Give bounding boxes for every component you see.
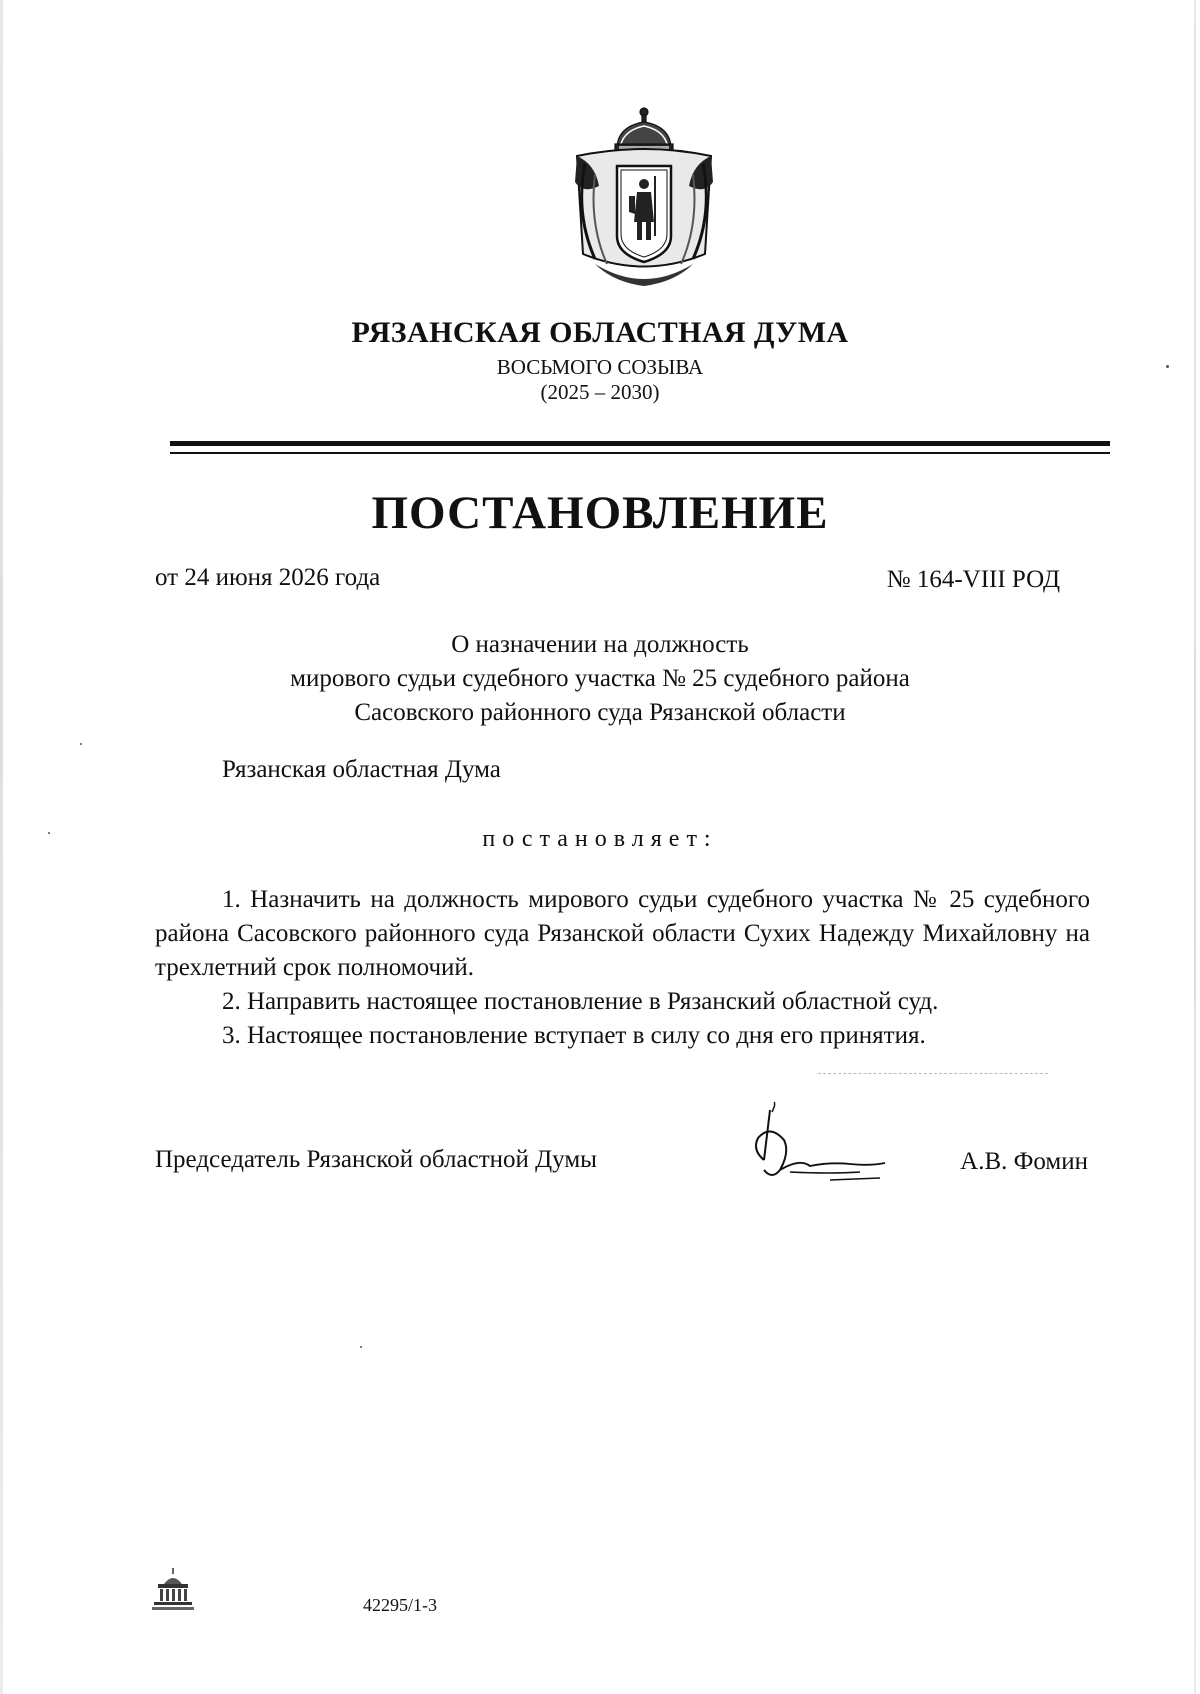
ryazan-coat-of-arms-icon <box>555 104 733 292</box>
term-label: (2025 – 2030) <box>540 380 660 404</box>
resolution-item: 2. Направить настоящее постановление в Рязанский областной суд. <box>222 988 939 1015</box>
subject-line: мирового судьи судебного участка № 25 судебного района <box>290 665 910 692</box>
registration-code: 42295/1-3 <box>363 1595 437 1615</box>
header-divider-thin <box>170 452 1110 454</box>
document-subject <box>0 628 1200 730</box>
handwritten-signature <box>750 1100 930 1195</box>
signatory-name: А.В. Фомин <box>960 1148 1088 1175</box>
resolution-item: 3. Настоящее постановление вступает в силу со дня его принятия. <box>222 1022 926 1049</box>
subject-line: О назначении на должность <box>451 631 749 658</box>
preamble: Рязанская областная Дума <box>222 756 501 783</box>
resolves-label: постановляет: <box>482 826 718 852</box>
duma-building-stamp-icon <box>152 1566 194 1612</box>
scan-speck <box>80 743 82 745</box>
organization-title: РЯЗАНСКАЯ ОБЛАСТНАЯ ДУМА <box>351 316 849 349</box>
resolution-body <box>155 883 1090 1053</box>
document-number: № 164-VIII РОД <box>886 566 1060 593</box>
resolution-item: 1. Назначить на должность мирового судьи судебного участка № 25 судебного района Сасовского районного суда Рязанской области Сухих Надежду Михайловну на трехлетний срок полномочий. <box>155 886 1090 981</box>
document-date: от 24 июня 2026 года <box>155 564 381 591</box>
scan-speck <box>360 1346 362 1348</box>
document-type-title: ПОСТАНОВЛЕНИЕ <box>371 487 829 539</box>
scan-mark <box>818 1073 1048 1075</box>
header-divider-thick <box>170 441 1110 446</box>
signatory-title: Председатель Рязанской областной Думы <box>155 1146 597 1173</box>
subject-line: Сасовского районного суда Рязанской области <box>354 699 846 726</box>
convocation-label: ВОСЬМОГО СОЗЫВА <box>496 355 704 379</box>
